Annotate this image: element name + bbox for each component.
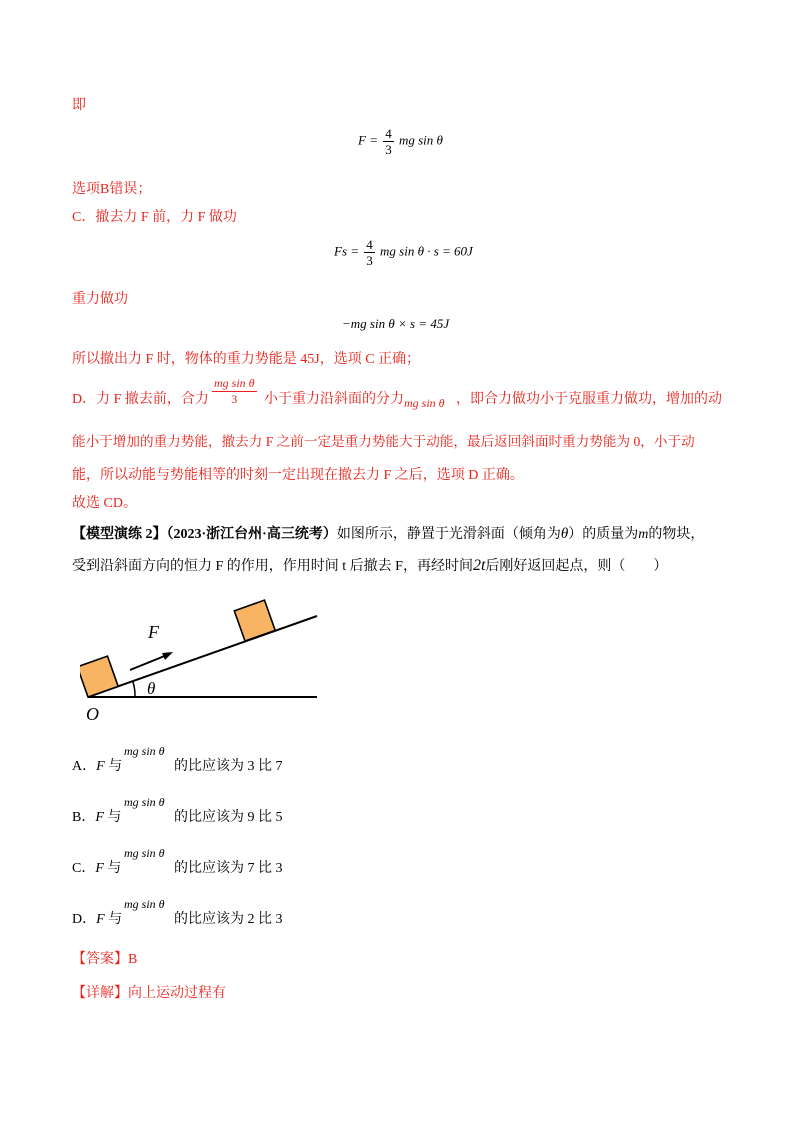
problem-text1-c: 的物块，	[648, 527, 705, 542]
lower-block	[80, 656, 118, 697]
problem-theta: θ	[560, 526, 569, 542]
option-a[interactable]	[72, 757, 122, 777]
solution-d-part3: ，即合力做功小于克服重力做功，增加的动	[456, 392, 722, 407]
incline-figure	[80, 590, 330, 725]
answer-value: B	[128, 952, 138, 967]
problem-text1-b: ）的质量为	[568, 527, 639, 542]
problem-label: 【模型演练 2】	[72, 527, 167, 542]
option-d[interactable]	[72, 910, 122, 930]
solution-b-wrong: 选项B错误；	[72, 182, 152, 197]
eq2-lhs: Fs =	[334, 243, 360, 259]
problem-text2-a: 受到沿斜面方向的恒力 F 的作用，作用时间 t 后撤去 F，再经时间	[72, 559, 473, 574]
problem-line-1	[72, 524, 704, 545]
option-f: F	[96, 759, 105, 774]
problem-two-t: 2t	[472, 557, 486, 574]
d-frac-den: 3	[231, 392, 238, 406]
problem-m: m	[638, 527, 649, 542]
option-f: F	[95, 810, 104, 825]
equation-1	[358, 126, 443, 157]
angle-arc	[133, 682, 135, 697]
option-letter: C．	[72, 861, 96, 876]
problem-source: （2023·浙江台州·高三统考）	[166, 527, 337, 542]
option-yu: 与	[108, 759, 123, 774]
option-b-tail: 的比应该为 9 比 5	[174, 810, 283, 825]
solution-c-conclusion: 所以撤出力 F 时，物体的重力势能是 45J，选项 C 正确；	[72, 352, 421, 367]
upper-block	[234, 600, 275, 641]
solution-ji: 即	[72, 98, 86, 113]
option-a-tail: 的比应该为 3 比 7	[174, 759, 283, 774]
solution-d-line3: 能，所以动能与势能相等的时刻一定出现在撤去力 F 之后，选项 D 正确。	[72, 468, 524, 483]
d-frac-num: mg sin θ	[214, 376, 255, 390]
equation-3: −mg sin θ × s = 45J	[342, 316, 450, 331]
force-label: F	[148, 622, 159, 642]
option-yu: 与	[108, 912, 123, 927]
solution-c-intro: C．撤去力 F 前，力 F 做功	[72, 210, 237, 225]
eq1-num: 4	[385, 126, 392, 141]
detail-text: 向上运动过程有	[128, 986, 226, 1001]
option-f: F	[96, 912, 105, 927]
answer-label: 【答案】	[72, 952, 128, 967]
option-f: F	[95, 861, 104, 876]
problem-text1-a: 如图所示，静置于光滑斜面（倾角为	[336, 527, 561, 542]
detail	[72, 984, 226, 1004]
origin-label: O	[86, 704, 99, 724]
answer	[72, 950, 137, 970]
eq1-den: 3	[385, 142, 392, 157]
solution-gravity-work: 重力做功	[72, 292, 128, 307]
option-yu: 与	[107, 810, 122, 825]
option-a-mg: mg sin θ	[124, 744, 165, 758]
solution-d-mg: mg sin θ	[404, 396, 445, 410]
detail-label: 【详解】	[72, 986, 128, 1001]
option-c-mg: mg sin θ	[124, 846, 165, 860]
solution-d-line2: 能小于增加的重力势能，撤去力 F 之前一定是重力势能大于动能，最后返回斜面时重力势能为 0，小于动	[72, 434, 695, 449]
option-d-mg: mg sin θ	[124, 897, 165, 911]
option-d-tail: 的比应该为 2 比 3	[174, 912, 283, 927]
force-arrow-head	[162, 652, 173, 660]
angle-label: θ	[147, 679, 156, 698]
option-letter: A．	[72, 759, 97, 774]
eq2-num: 4	[366, 237, 373, 252]
equation-2	[334, 237, 473, 268]
option-b[interactable]	[72, 808, 121, 828]
solution-choose: 故选 CD。	[72, 496, 137, 511]
eq2-rhs: mg sin θ · s = 60J	[380, 243, 473, 259]
eq1-rhs: mg sin θ	[398, 132, 443, 148]
option-letter: B．	[72, 810, 96, 825]
option-c-tail: 的比应该为 7 比 3	[174, 861, 283, 876]
option-b-mg: mg sin θ	[124, 795, 165, 809]
force-arrow-shaft	[130, 655, 167, 670]
option-c[interactable]	[72, 859, 121, 879]
option-letter: D．	[72, 912, 97, 927]
eq1-fraction	[383, 126, 394, 157]
problem-text2-b: 后刚好返回起点，则（ ）	[485, 559, 668, 574]
incline-line	[88, 616, 317, 697]
problem-line-2	[72, 556, 667, 577]
eq2-den: 3	[366, 253, 373, 268]
solution-d-fraction	[212, 376, 257, 407]
option-yu: 与	[107, 861, 122, 876]
solution-d-part2: 小于重力沿斜面的分力	[264, 392, 404, 407]
eq1-lhs: F =	[358, 132, 378, 148]
solution-d-part1: D．力 F 撤去前，合力	[72, 392, 209, 407]
eq2-fraction	[364, 237, 375, 268]
